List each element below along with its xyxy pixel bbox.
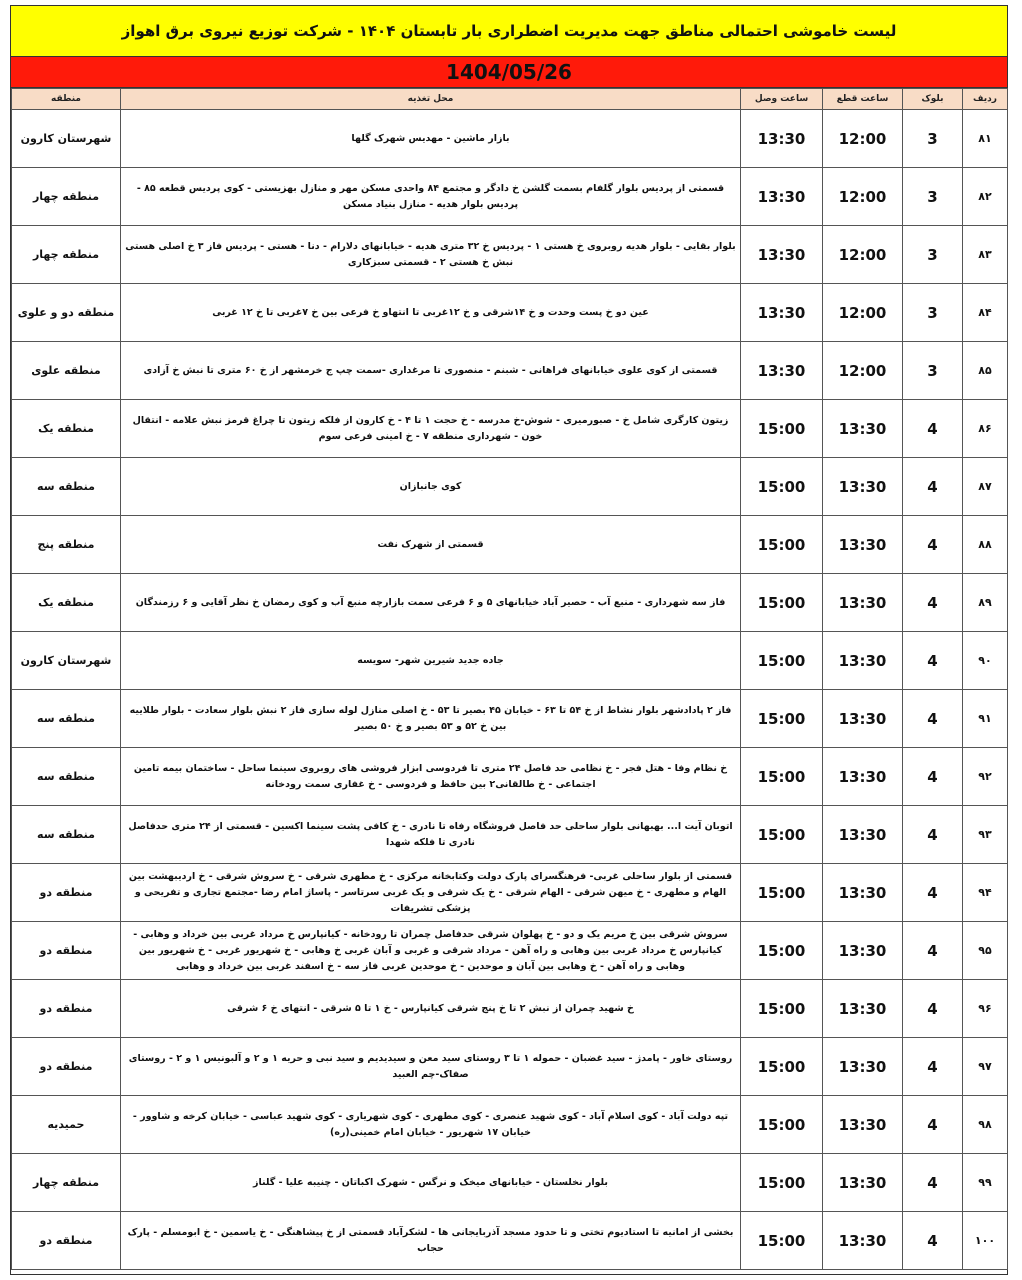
connect-time-cell: 13:30 — [741, 284, 823, 342]
cut-time-cell: 13:30 — [823, 748, 903, 806]
table-row — [12, 690, 1008, 748]
connect-time-cell: 15:00 — [741, 632, 823, 690]
block-number-cell: 4 — [903, 806, 963, 864]
table-row — [12, 458, 1008, 516]
area-cell: منطقه دو — [12, 922, 121, 980]
row-number-cell: ۸۵ — [963, 342, 1008, 400]
row-number-cell: ۹۱ — [963, 690, 1008, 748]
block-number-cell: 3 — [903, 168, 963, 226]
location-cell: کوی جانبازان — [121, 458, 741, 516]
table-row — [12, 922, 1008, 980]
location-cell: فاز ۲ پادادشهر بلوار نشاط از خ ۵۴ تا ۶۳ - خیابان ۴۵ بصیر تا ۵۳ - خ اصلی منازل لوله سازی فاز ۲ نبش بلوار سعادت - بلوار طلاییه بین خ ۵۲ و ۵۳ بصیر و خ ۵۰ بصیر — [121, 690, 741, 748]
table-row — [12, 342, 1008, 400]
header-block: بلوک — [903, 89, 963, 110]
connect-time-cell: 15:00 — [741, 1096, 823, 1154]
block-number-cell: 4 — [903, 1038, 963, 1096]
location-cell: قسمتی از بلوار ساحلی غربی- فرهنگسرای پارک دولت وکتابخانه مرکزی - خ مطهری شرقی - خ سروش شرقی - خ اردیبهشت بین الهام و مطهری - خ میهن شرقی - الهام شرقی - خ یک شرقی و یک غربی سرتاسر - پاساژ امام رضا -مجتمع تجاری و تفریحی و پزشکی تشریفات — [121, 864, 741, 922]
header-connect-time: ساعت وصل — [741, 89, 823, 110]
row-number-cell: ۸۷ — [963, 458, 1008, 516]
location-cell: قسمتی از کوی علوی خیابانهای فراهانی - شبنم - منصوری تا مرغداری -سمت چپ ج خرمشهر از خ ۶۰ متری تا نبش خ آزادی — [121, 342, 741, 400]
connect-time-cell: 15:00 — [741, 400, 823, 458]
block-number-cell: 4 — [903, 864, 963, 922]
location-cell: قسمتی از شهرک نفت — [121, 516, 741, 574]
connect-time-cell: 15:00 — [741, 1154, 823, 1212]
block-number-cell: 4 — [903, 632, 963, 690]
area-cell: منطقه سه — [12, 748, 121, 806]
area-cell: منطقه سه — [12, 806, 121, 864]
block-number-cell: 4 — [903, 748, 963, 806]
row-number-cell: ۹۷ — [963, 1038, 1008, 1096]
cut-time-cell: 13:30 — [823, 400, 903, 458]
row-number-cell: ۹۳ — [963, 806, 1008, 864]
row-number-cell: ۱۰۰ — [963, 1212, 1008, 1270]
connect-time-cell: 15:00 — [741, 864, 823, 922]
block-number-cell: 4 — [903, 458, 963, 516]
table-row — [12, 284, 1008, 342]
header-cut-time: ساعت قطع — [823, 89, 903, 110]
block-number-cell: 4 — [903, 980, 963, 1038]
cut-time-cell: 12:00 — [823, 284, 903, 342]
connect-time-cell: 13:30 — [741, 342, 823, 400]
location-cell: قسمتی از پردیس بلوار گلفام بسمت گلشن خ دادگر و مجتمع ۸۴ واحدی مسکن مهر و منازل بهزیستی - کوی پردیس قطعه ۸۵ - پردیس بلوار هدیه - منازل بنیاد مسکن — [121, 168, 741, 226]
cut-time-cell: 13:30 — [823, 632, 903, 690]
row-number-cell: ۸۹ — [963, 574, 1008, 632]
table-row — [12, 168, 1008, 226]
cut-time-cell: 12:00 — [823, 226, 903, 284]
area-cell: منطقه یک — [12, 400, 121, 458]
cut-time-cell: 13:30 — [823, 922, 903, 980]
area-cell: منطقه سه — [12, 458, 121, 516]
area-cell: منطقه دو — [12, 980, 121, 1038]
table-row — [12, 226, 1008, 284]
cut-time-cell: 13:30 — [823, 516, 903, 574]
cut-time-cell: 13:30 — [823, 806, 903, 864]
block-number-cell: 3 — [903, 284, 963, 342]
row-number-cell: ۹۵ — [963, 922, 1008, 980]
table-row — [12, 864, 1008, 922]
cut-time-cell: 12:00 — [823, 110, 903, 168]
cut-time-cell: 13:30 — [823, 574, 903, 632]
outage-table — [11, 88, 1008, 1270]
row-number-cell: ۹۲ — [963, 748, 1008, 806]
row-number-cell: ۹۶ — [963, 980, 1008, 1038]
block-number-cell: 4 — [903, 1212, 963, 1270]
table-row — [12, 1096, 1008, 1154]
connect-time-cell: 15:00 — [741, 748, 823, 806]
block-number-cell: 3 — [903, 226, 963, 284]
area-cell: منطقه دو — [12, 1212, 121, 1270]
area-cell: منطقه پنج — [12, 516, 121, 574]
row-number-cell: ۸۳ — [963, 226, 1008, 284]
area-cell: منطقه چهار — [12, 226, 121, 284]
block-number-cell: 3 — [903, 342, 963, 400]
connect-time-cell: 13:30 — [741, 168, 823, 226]
block-number-cell: 4 — [903, 1096, 963, 1154]
connect-time-cell: 15:00 — [741, 458, 823, 516]
table-row — [12, 980, 1008, 1038]
cut-time-cell: 13:30 — [823, 864, 903, 922]
cut-time-cell: 13:30 — [823, 690, 903, 748]
block-number-cell: 4 — [903, 400, 963, 458]
table-row — [12, 1212, 1008, 1270]
cut-time-cell: 12:00 — [823, 168, 903, 226]
connect-time-cell: 15:00 — [741, 1212, 823, 1270]
row-number-cell: ۸۸ — [963, 516, 1008, 574]
location-cell: بازار ماشین - مهدیس شهرک گلها — [121, 110, 741, 168]
table-row — [12, 110, 1008, 168]
table-row — [12, 1038, 1008, 1096]
location-cell: تپه دولت آباد - کوی اسلام آباد - کوی شهید عنصری - کوی مطهری - کوی شهریاری - کوی شهید عباسی - خیابان کرخه و شاوور - خیابان ۱۷ شهریور - خیابان امام خمینی(ره) — [121, 1096, 741, 1154]
block-number-cell: 4 — [903, 574, 963, 632]
area-cell: منطقه علوی — [12, 342, 121, 400]
area-cell: منطقه دو — [12, 1038, 121, 1096]
connect-time-cell: 15:00 — [741, 980, 823, 1038]
table-row — [12, 574, 1008, 632]
location-cell: بلوار بقایی - بلوار هدیه روبروی خ هستی ۱ - پردیس خ ۳۲ متری هدیه - خیابانهای دلارام - دنا - هستی - پردیس فاز ۳ خ اصلی هستی نبش خ هستی ۲ - قسمتی سبزکاری — [121, 226, 741, 284]
connect-time-cell: 15:00 — [741, 574, 823, 632]
table-row — [12, 632, 1008, 690]
row-number-cell: ۹۸ — [963, 1096, 1008, 1154]
area-cell: منطقه چهار — [12, 1154, 121, 1212]
cut-time-cell: 13:30 — [823, 458, 903, 516]
location-cell: فاز سه شهرداری - منبع آب - حصیر آباد خیابانهای ۵ و ۶ فرعی سمت بازارچه منبع آب و کوی رمضان خ نظر آقایی و ۶ رزمندگان — [121, 574, 741, 632]
header-location: محل تغذیه — [121, 89, 741, 110]
connect-time-cell: 15:00 — [741, 922, 823, 980]
block-number-cell: 4 — [903, 516, 963, 574]
cut-time-cell: 13:30 — [823, 1096, 903, 1154]
location-cell: زیتون کارگری شامل خ - صبورمیری - شوش-خ مدرسه - خ حجت ۱ تا ۴ - خ کارون از فلکه زیتون تا چراغ قرمز نبش علامه - انتقال خون - شهرداری منطقه ۷ - خ امینی فرعی سوم — [121, 400, 741, 458]
row-number-cell: ۹۴ — [963, 864, 1008, 922]
schedule-date: 1404/05/26 — [11, 57, 1007, 88]
location-cell: خ شهید چمران از نبش ۲ تا خ پنج شرقی کیانپارس - خ ۱ تا ۵ شرقی - انتهای خ ۶ شرقی — [121, 980, 741, 1038]
block-number-cell: 3 — [903, 110, 963, 168]
connect-time-cell: 13:30 — [741, 226, 823, 284]
area-cell: منطقه یک — [12, 574, 121, 632]
connect-time-cell: 15:00 — [741, 1038, 823, 1096]
connect-time-cell: 15:00 — [741, 516, 823, 574]
area-cell: شهرستان کارون — [12, 632, 121, 690]
row-number-cell: ۸۱ — [963, 110, 1008, 168]
table-row — [12, 400, 1008, 458]
cut-time-cell: 13:30 — [823, 1212, 903, 1270]
row-number-cell: ۸۴ — [963, 284, 1008, 342]
row-number-cell: ۸۶ — [963, 400, 1008, 458]
header-area: منطقه — [12, 89, 121, 110]
row-number-cell: ۸۲ — [963, 168, 1008, 226]
cut-time-cell: 12:00 — [823, 342, 903, 400]
area-cell: حمیدیه — [12, 1096, 121, 1154]
page-title: لیست خاموشی احتمالی مناطق جهت مدیریت اضطراری بار تابستان ۱۴۰۴ - شرکت توزیع نیروی برق اهواز — [11, 6, 1007, 57]
connect-time-cell: 13:30 — [741, 110, 823, 168]
block-number-cell: 4 — [903, 922, 963, 980]
table-header-row — [12, 89, 1008, 110]
location-cell: روستای خاور - پامدژ - سید غضبان - حموله ۱ تا ۳ روستای سید معن و سیدیدیم و سید نبی و حریه ۱ و ۲ و آلبونیس ۱ و ۲ - روستای صفاک-چم العبید — [121, 1038, 741, 1096]
row-number-cell: ۹۹ — [963, 1154, 1008, 1212]
row-number-cell: ۹۰ — [963, 632, 1008, 690]
cut-time-cell: 13:30 — [823, 1038, 903, 1096]
connect-time-cell: 15:00 — [741, 806, 823, 864]
table-row — [12, 1154, 1008, 1212]
location-cell: خ نظام وفا - هتل فجر - خ نظامی حد فاصل ۲۴ متری تا فردوسی ابزار فروشی های روبروی سینما ساحل - ساختمان بیمه تامین اجتماعی - خ طالقانی۲ بین حافظ و فردوسی - خ غفاری سمت رودخانه — [121, 748, 741, 806]
location-cell: عین دو خ پست وحدت و خ ۱۴شرقی و خ ۱۲غربی تا انتهاو خ فرعی بین خ ۷غربی تا خ ۱۲ غربی — [121, 284, 741, 342]
location-cell: جاده جدید شیرین شهر- سویسه — [121, 632, 741, 690]
area-cell: منطقه چهار — [12, 168, 121, 226]
block-number-cell: 4 — [903, 690, 963, 748]
connect-time-cell: 15:00 — [741, 690, 823, 748]
area-cell: منطقه دو — [12, 864, 121, 922]
block-number-cell: 4 — [903, 1154, 963, 1212]
header-row-number: ردیف — [963, 89, 1008, 110]
area-cell: شهرستان کارون — [12, 110, 121, 168]
table-row — [12, 748, 1008, 806]
table-row — [12, 516, 1008, 574]
location-cell: سروش شرقی بین خ مریم یک و دو - خ پهلوان شرقی حدفاصل چمران تا رودخانه - کیانپارس خ مرداد غربی بین خرداد و وهابی - کیانپارس خ مرداد غربی بین وهابی و راه آهن - مرداد شرقی و غربی و آبان غربی خ وهابی - خ شهریور غربی - خ شهریور بین وهابی و راه آهن - خ وهابی بین آبان و موحدین - خ موحدین غربی فاز سه - خ اسفند غربی بین خرداد و وهابی — [121, 922, 741, 980]
area-cell: منطقه سه — [12, 690, 121, 748]
location-cell: بخشی از امانیه تا استادیوم تختی و تا حدود مسجد آذربایجانی ها - لشکرآباد قسمتی از خ پیشاهنگی - خ یاسمین - خ ابومسلم - پارک حجاب — [121, 1212, 741, 1270]
cut-time-cell: 13:30 — [823, 980, 903, 1038]
schedule-sheet — [10, 5, 1008, 1275]
area-cell: منطقه دو و علوی — [12, 284, 121, 342]
location-cell: اتوبان آیت ا... بهبهانی بلوار ساحلی حد فاصل فروشگاه رفاه تا نادری - خ کافی پشت سینما اکسین - قسمتی از ۲۴ متری حدفاصل نادری تا فلکه شهدا — [121, 806, 741, 864]
table-row — [12, 806, 1008, 864]
cut-time-cell: 13:30 — [823, 1154, 903, 1212]
location-cell: بلوار نخلستان - خیابانهای میخک و نرگس - شهرک اکباتان - چنیبه علیا - گلناز — [121, 1154, 741, 1212]
